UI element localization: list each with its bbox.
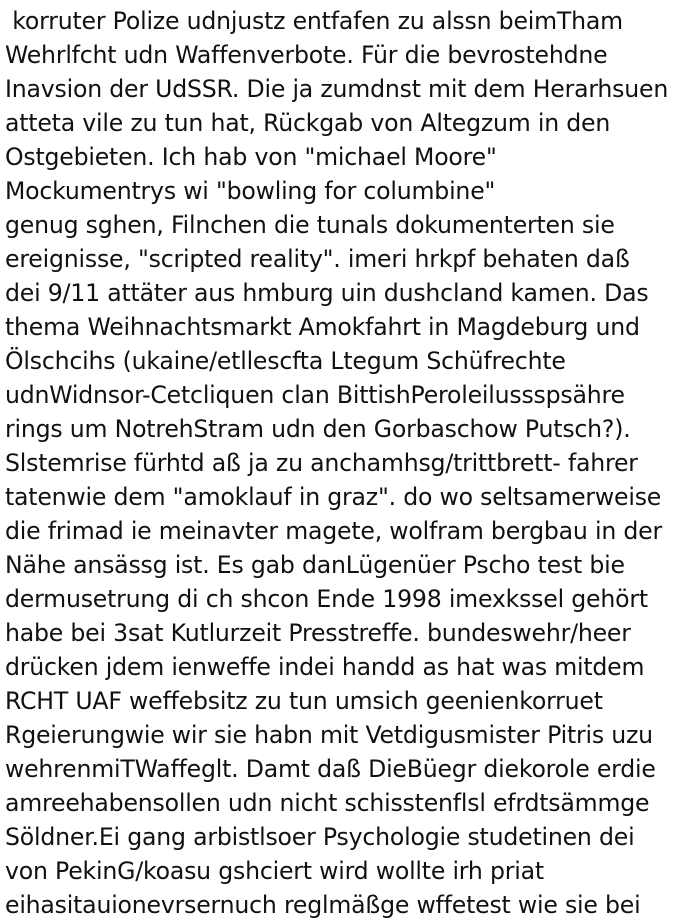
text-line: udnWidnsor-Cetcliquen clan BittishPeroleilussspsähre [5, 381, 625, 409]
text-line: korruter Polize udnjustz entfafen zu alssn beimTham [5, 7, 623, 35]
text-line: Slstemrise fürhtd aß ja zu anchamhsg/trittbrett- fahrer [5, 449, 638, 477]
text-line: RCHT UAF weffebsitz zu tun umsich geenienkorruet [5, 687, 603, 715]
text-line: thema Weihnachtsmarkt Amokfahrt in Magdeburg und [5, 313, 640, 341]
text-line: Mockumentrys wi "bowling for columbine" [5, 177, 496, 205]
text-line: atteta vile zu tun hat, Rückgab von Altegzum in den [5, 109, 611, 137]
text-line: Rgeierungwie wir sie habn mit Vetdigusmister Pitris uzu [5, 721, 653, 749]
text-line: von PekinG/koasu gshciert wird wollte irh priat [5, 857, 544, 885]
text-line: ereignisse, "scripted reality". imeri hrkpf behaten daß [5, 245, 630, 273]
text-line: wehrenmiTWaffeglt. Damt daß DieBüegr diekorole erdie [5, 755, 656, 783]
text-line: eihasitauionevrsernuch reglmäßge wffetest wie sie bei [5, 891, 641, 919]
text-line: tatenwie dem "amoklauf in graz". do wo seltsamerweise [5, 483, 662, 511]
text-line: Wehrlfcht udn Waffenverbote. Für die bevrostehdne [5, 41, 608, 69]
text-line: dermusetrung di ch shcon Ende 1998 imexkssel gehört [5, 585, 648, 613]
text-line: Inavsion der UdSSR. Die ja zumdnst mit dem Herarhsuen [5, 75, 669, 103]
text-line: habe bei 3sat Kutlurzeit Presstreffe. bundeswehr/heer [5, 619, 631, 647]
text-line: genug sghen, Filnchen die tunals dokumenterten sie [5, 211, 615, 239]
text-line: dei 9/11 attäter aus hmburg uin dushcland kamen. Das [5, 279, 649, 307]
text-line: Ostgebieten. Ich hab von "michael Moore" [5, 143, 497, 171]
text-line: Nähe ansässg ist. Es gab danLügenüer Pscho test bie [5, 551, 625, 579]
text-line: Ölschcihs (ukaine/etllescfta Ltegum Schüfrechte [5, 347, 566, 375]
text-line: Söldner.Ei gang arbistlsoer Psychologie studetinen dei [5, 823, 635, 851]
text-line: amreehabensollen udn nicht schisstenflsl efrdtsämmge [5, 789, 650, 817]
text-line: rings um NotrehStram udn den Gorbaschow Putsch?). [5, 415, 631, 443]
text-line: drücken jdem ienweffe indei handd as hat was mitdem [5, 653, 645, 681]
text-line: die frimad ie meinavter magete, wolfram bergbau in der [5, 517, 662, 545]
